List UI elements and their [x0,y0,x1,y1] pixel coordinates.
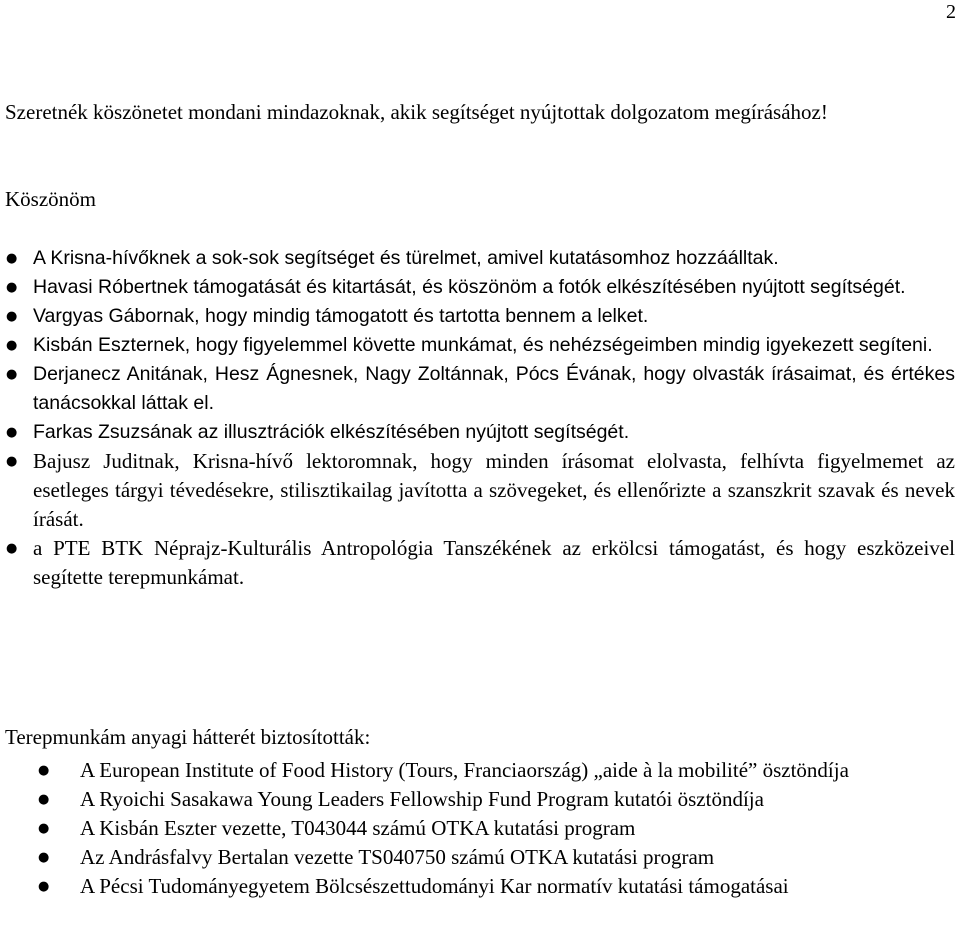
funding-text: A Ryoichi Sasakawa Young Leaders Fellowship Fund Program kutatói ösztöndíja [80,787,764,811]
bullet-icon: ● [38,792,50,807]
acknowledgement-text: Kisbán Eszternek, hogy figyelemmel követte munkámat, és nehézségeimben mindig igyekezett segíteni. [33,334,933,356]
bullet-icon: ● [38,850,50,865]
acknowledgement-item [0,302,955,331]
bullet-icon: ● [6,425,18,440]
acknowledgement-list [0,244,955,592]
acknowledgement-text: Bajusz Juditnak, Krisna-hívő lektoromnak, hogy minden írásomat elolvasta, felhívta figyelmemet az esetleges tárgyi tévedésekre, stilisztikailag javította a szövegeket, és ellenőrizte a szanszkrit szavak és nevek írását. [33,449,955,531]
acknowledgement-item [0,244,955,273]
acknowledgement-item [0,273,955,302]
acknowledgement-item [0,418,955,447]
funding-text: A European Institute of Food History (Tours, Franciaország) „aide à la mobilité” ösztöndíja [80,758,849,782]
acknowledgement-item [0,360,955,418]
funding-item [0,756,945,785]
bullet-icon: ● [6,541,18,556]
bullet-icon: ● [6,280,18,295]
thanks-heading: Köszönöm [5,187,96,211]
funding-list [0,756,945,901]
acknowledgement-text: Havasi Róbertnek támogatását és kitartását, és köszönöm a fotók elkészítésében nyújtott segítségét. [33,276,906,298]
bullet-icon: ● [38,821,50,836]
funding-text: A Kisbán Eszter vezette, T043044 számú OTKA kutatási program [80,816,636,840]
acknowledgement-text: Derjanecz Anitának, Hesz Ágnesnek, Nagy Zoltánnak, Pócs Évának, hogy olvasták írásaimat, és értékes tanácsokkal láttak el. [33,363,955,414]
bullet-icon: ● [38,879,50,894]
funding-item [0,814,945,843]
funding-text: Az Andrásfalvy Bertalan vezette TS040750 számú OTKA kutatási program [80,845,715,869]
acknowledgement-item [0,447,955,534]
funding-item [0,785,945,814]
bullet-icon: ● [6,251,18,266]
bullet-icon: ● [6,367,18,382]
acknowledgement-text: Farkas Zsuzsának az illusztrációk elkészítésében nyújtott segítségét. [33,421,630,443]
bullet-icon: ● [6,309,18,324]
funding-heading: Terepmunkám anyagi hátterét biztosították: [5,725,371,749]
bullet-icon: ● [38,763,50,778]
funding-text: A Pécsi Tudományegyetem Bölcsészettudományi Kar normatív kutatási támogatásai [80,874,789,898]
intro-paragraph: Szeretnék köszönetet mondani mindazoknak, akik segítséget nyújtottak dolgozatom megírásához! [5,100,828,124]
funding-item [0,872,945,901]
funding-item [0,843,945,872]
bullet-icon: ● [6,454,18,469]
bullet-icon: ● [6,338,18,353]
acknowledgement-item [0,331,955,360]
acknowledgement-item [0,534,955,592]
acknowledgement-text: A Krisna-hívőknek a sok-sok segítséget és türelmet, amivel kutatásomhoz hozzáálltak. [33,247,779,269]
acknowledgement-text: a PTE BTK Néprajz-Kulturális Antropológia Tanszékének az erkölcsi támogatást, és hogy eszközeivel segítette terepmunkámat. [33,536,955,589]
page-number: 2 [946,1,956,23]
acknowledgement-text: Vargyas Gábornak, hogy mindig támogatott és tartotta bennem a lelket. [33,305,649,327]
